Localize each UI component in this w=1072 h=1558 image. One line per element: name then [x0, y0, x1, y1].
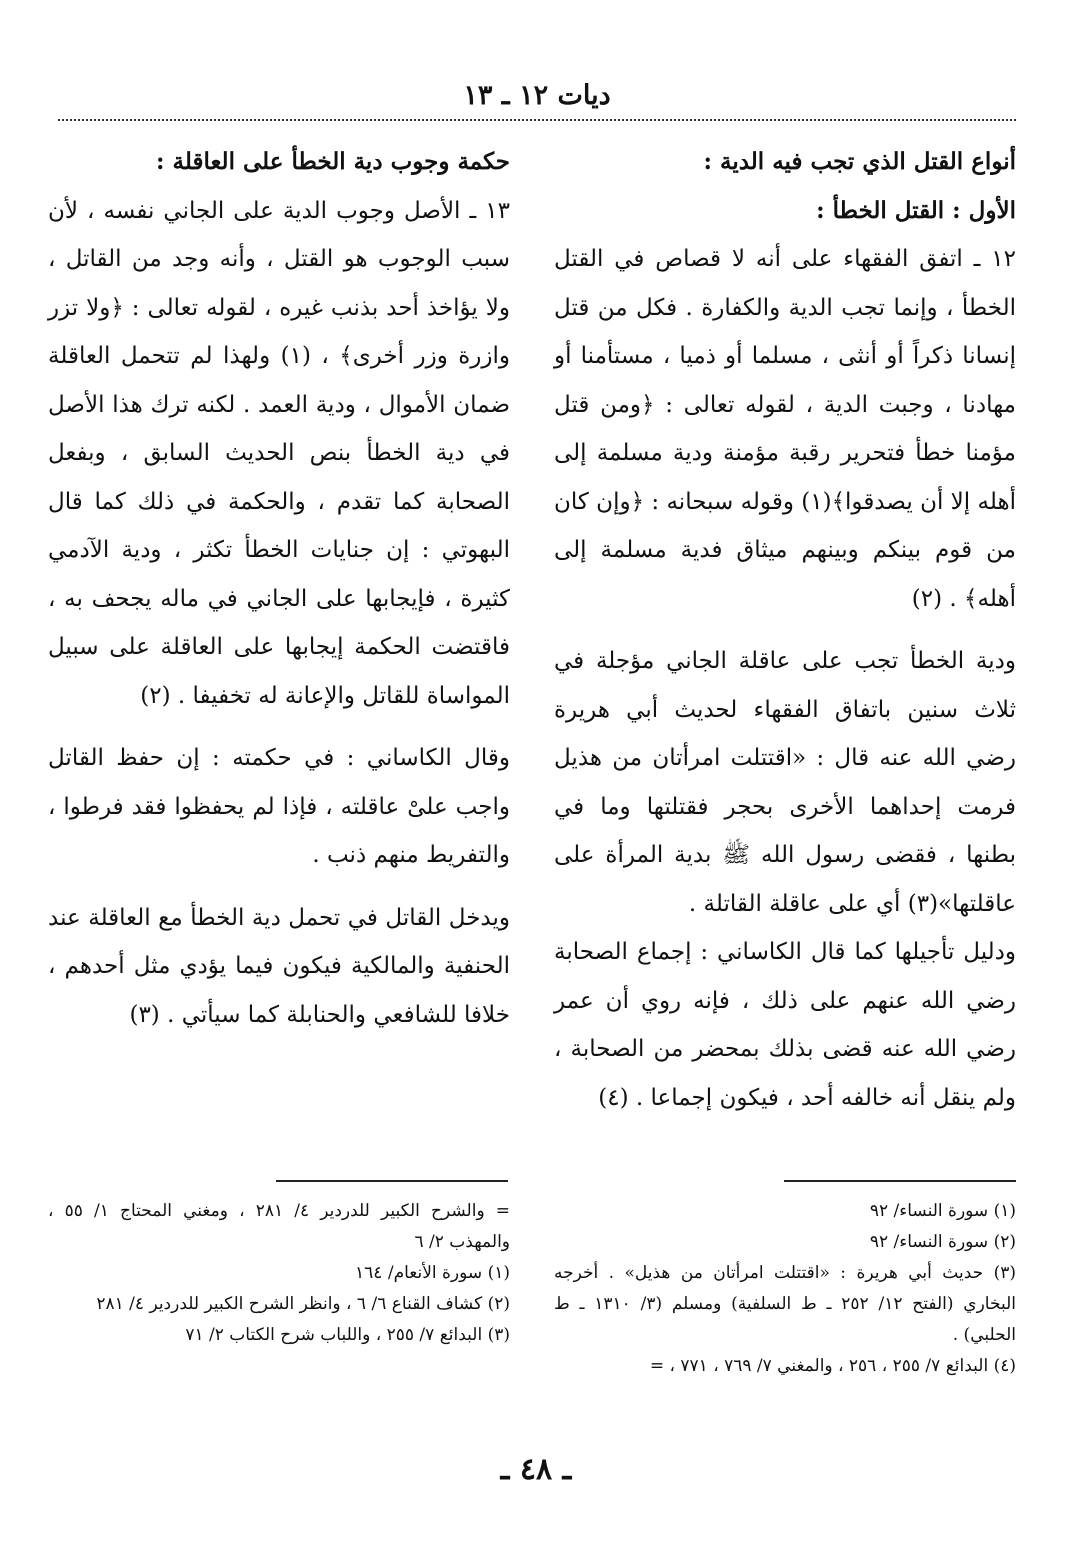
header-divider: [58, 119, 1016, 121]
paragraph-kasani-wisdom: وقال الكاساني : في حكمته : إن حفظ القاتل واجب علىْ عاقلته ، فإذا لم يحفظوا فقد فرطوا ، والتفريط منهم ذنب .: [48, 745, 510, 868]
footnote: (٣) حديث أبي هريرة : «اقتتلت امرأتان من هذيل» . أخرجه البخاري (الفتح ١٢/ ٢٥٢ ـ ط السلفية) ومسلم (٣/ ١٣١٠ ـ ط الحلبي) .: [554, 1263, 1016, 1345]
footnote: (٤) البدائع ٧/ ٢٥٥ ، ٢٥٦ ، والمغني ٧/ ٧٦٩ ، ٧٧١ ، =: [649, 1356, 1016, 1376]
section-heading-wisdom: حكمة وجوب دية الخطأ على العاقلة :: [156, 148, 510, 175]
footnote: (١) سورة النساء/ ٩٢: [869, 1201, 1016, 1221]
paragraph-13: ١٣ ـ الأصل وجوب الدية على الجاني نفسه ، لأن سبب الوجوب هو القتل ، وأنه وجد من القاتل ، ولا يؤاخذ أحد بذنب غيره ، لقوله تعالى : ﴿ولا تزر وازرة وزر أخرى﴾ ، (١) ولهذا لم تتحمل العاقلة ضمان الأموال ، ودية العمد . لكنه ترك هذا الأصل في دية الخطأ بنص الحديث السابق ، وبفعل الصحابة كما تقدم ، والحكمة في ذلك كما قال البهوتي : إن جنايات الخطأ تكثر ، ودية الآدمي كثيرة ، فإيجابها على الجاني في ماله يجحف به ، فاقتضت الحكمة إيجابها على العاقلة على سبيل المواساة للقاتل والإعانة له تخفيفا . (٢): [48, 197, 511, 709]
paragraph-khata-diya: ودية الخطأ تجب على عاقلة الجاني مؤجلة في ثلاث سنين باتفاق الفقهاء لحديث أبي هريرة رضي الله عنه قال : «اقتتلت امرأتان من هذيل فرمت إحداهما الأخرى بحجر فقتلتها وما في بطنها ، فقضى رسول الله ﷺ بدية المرأة على عاقلتها»(٣) أي على عاقلة القاتلة .: [554, 648, 1016, 917]
right-column: [554, 138, 1016, 1122]
footnote: (٢) سورة النساء/ ٩٢: [869, 1232, 1016, 1252]
footnote: = والشرح الكبير للدردير ٤/ ٢٨١ ، ومغني المحتاج ١/ ٥٥ ، والمهذب ٢/ ٦: [48, 1201, 511, 1252]
paragraph-deferral-evidence: ودليل تأجيلها كما قال الكاساني : إجماع الصحابة رضي الله عنهم على ذلك ، فإنه روي أن عمر رضي الله عنه قضى بذلك بمحضر من الصحابة ، ولم ينقل أنه خالفه أحد ، فيكون إجماعا . (٤): [554, 939, 1016, 1111]
running-header: ديات ١٢ ـ ١٣: [463, 80, 611, 111]
left-column: [48, 138, 510, 1039]
paragraph-12: ١٢ ـ اتفق الفقهاء على أنه لا قصاص في القتل الخطأ ، وإنما تجب الدية والكفارة . فكل من قتل إنسانا ذكراً أو أنثى ، مسلما أو ذميا ، مستأمنا أو مهادنا ، وجبت الدية ، لقوله تعالى : ﴿ومن قتل مؤمنا خطأ فتحرير رقبة مؤمنة ودية مسلمة إلى أهله إلا أن يصدقوا﴾(١) وقوله سبحانه : ﴿وإن كان من قوم بينكم وبينهم ميثاق فدية مسلمة إلى أهله﴾ . (٢): [554, 246, 1016, 612]
footnote-divider-left: [276, 1180, 508, 1182]
subheading-first-type: الأول : القتل الخطأ :: [816, 196, 1016, 224]
footnotes-left: [48, 1196, 510, 1351]
footnotes-right: [554, 1196, 1016, 1382]
paragraph-killer-inclusion: ويدخل القاتل في تحمل دية الخطأ مع العاقلة عند الحنفية والمالكية فيكون فيما يؤدي مثل أحدهم ، خلافا للشافعي والحنابلة كما سيأتي . (٣): [48, 904, 510, 1028]
page-number: ـ ٤٨ ـ: [500, 1452, 572, 1487]
footnote-divider-right: [784, 1180, 1016, 1182]
footnote: (١) سورة الأنعام/ ١٦٤: [355, 1263, 510, 1283]
section-heading-types-of-killing: أنواع القتل الذي تجب فيه الدية :: [703, 148, 1016, 175]
footnote: (٣) البدائع ٧/ ٢٥٥ ، واللباب شرح الكتاب ٢/ ٧١: [185, 1325, 510, 1345]
footnote: (٢) كشاف القناع ٦/ ٦ ، وانظر الشرح الكبير للدردير ٤/ ٢٨١: [96, 1294, 510, 1314]
